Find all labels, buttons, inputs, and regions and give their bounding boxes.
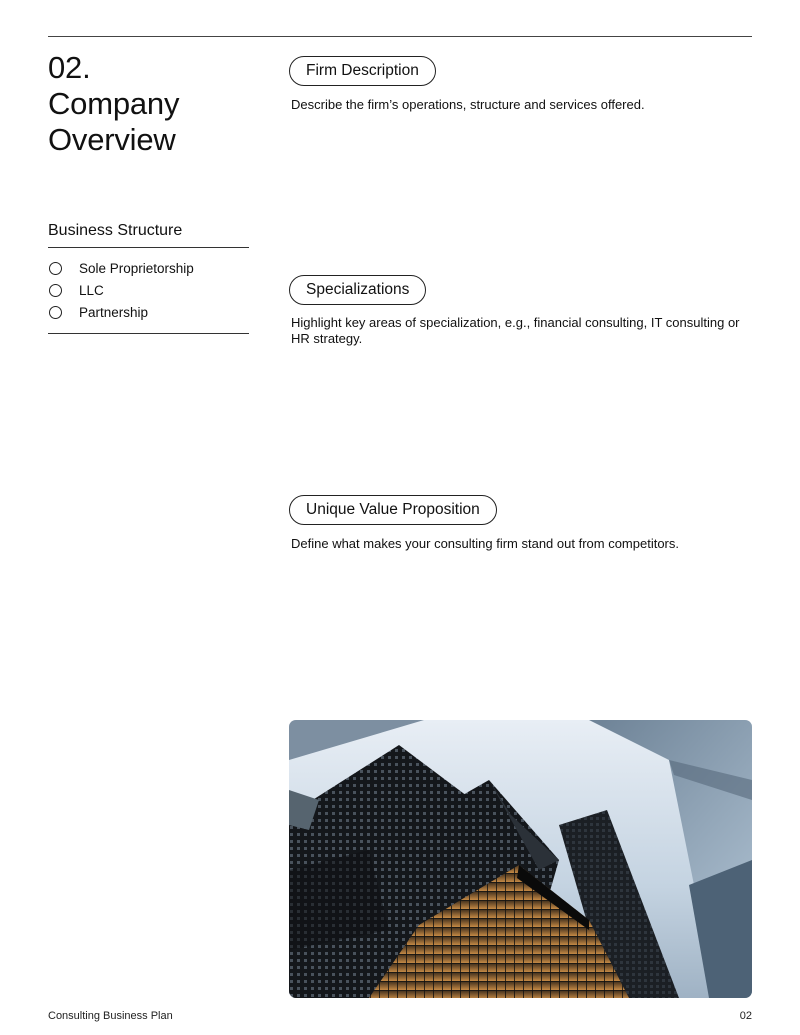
option-label: Sole Proprietorship (79, 260, 194, 276)
radio-button[interactable] (49, 306, 62, 319)
value-proposition-text: Define what makes your consulting firm stand out from competitors. (291, 536, 679, 551)
specializations-text: Highlight key areas of specialization, e.g., financial consulting, IT consulting or HR strategy. (291, 315, 740, 346)
option-sole-proprietorship[interactable] (48, 257, 249, 279)
skyscrapers-photo (289, 720, 752, 998)
firm-description-text: Describe the firm’s operations, structure and services offered. (291, 97, 645, 112)
radio-button[interactable] (49, 262, 62, 275)
option-llc[interactable] (48, 279, 249, 301)
specializations-label: Specializations (289, 275, 426, 305)
option-label: Partnership (79, 304, 149, 320)
business-structure-options (48, 248, 249, 334)
footer-page-number: 02 (739, 1010, 752, 1022)
section-title-line-2: Overview (48, 122, 176, 157)
business-structure-panel (48, 221, 249, 334)
specializations-section (289, 275, 752, 347)
section-title-line-1: Company (48, 86, 180, 121)
section-title (48, 50, 268, 158)
value-proposition-label: Unique Value Proposition (289, 495, 497, 525)
section-number: 02. (48, 50, 91, 85)
firm-description-section (289, 56, 752, 113)
footer-document-title: Consulting Business Plan (48, 1010, 173, 1022)
top-divider (48, 36, 752, 37)
value-proposition-section (289, 495, 752, 552)
radio-button[interactable] (49, 284, 62, 297)
firm-description-label: Firm Description (289, 56, 436, 86)
business-structure-heading: Business Structure (48, 221, 249, 248)
skyscrapers-illustration (289, 720, 752, 998)
option-partnership[interactable] (48, 301, 249, 323)
option-label: LLC (79, 282, 104, 298)
